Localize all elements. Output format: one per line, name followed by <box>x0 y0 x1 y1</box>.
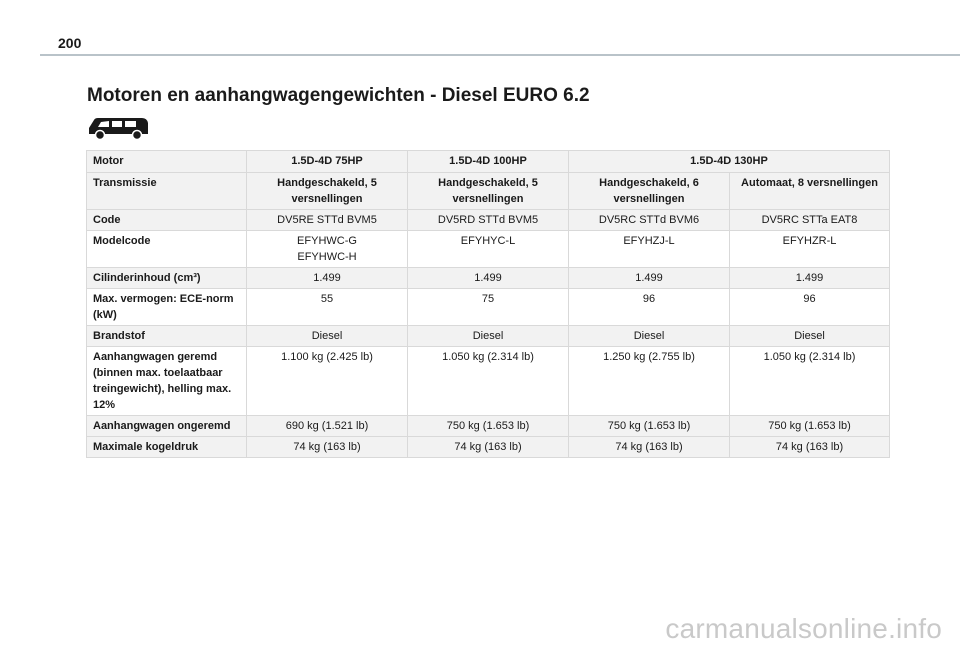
power-row <box>87 289 890 326</box>
table-cell: 1.499 <box>730 268 890 289</box>
table-cell: 74 kg (163 lb) <box>408 437 569 458</box>
table-cell: DV5RC STTa EAT8 <box>730 210 890 231</box>
table-cell: 96 <box>569 289 730 326</box>
table-cell: 750 kg (1.653 lb) <box>408 416 569 437</box>
table-cell: EFYHZR-L <box>730 231 890 268</box>
unbraked-trailer-row <box>87 416 890 437</box>
table-cell: EFYHZJ-L <box>569 231 730 268</box>
table-cell: Handgeschakeld, 5 versnellingen <box>247 173 408 210</box>
nose-weight-row <box>87 437 890 458</box>
header-row <box>87 151 890 173</box>
table-cell: Automaat, 8 versnellingen <box>730 173 890 210</box>
table-cell: Diesel <box>730 326 890 347</box>
table-cell: 1.050 kg (2.314 lb) <box>730 347 890 416</box>
table-cell: 1.499 <box>408 268 569 289</box>
engine-header: 1.5D-4D 130HP <box>569 151 890 173</box>
engine-spec-table <box>86 150 890 458</box>
row-label: Max. vermogen: ECE-norm (kW) <box>87 289 247 326</box>
displacement-row <box>87 268 890 289</box>
row-label: Aanhangwagen ongeremd <box>87 416 247 437</box>
braked-trailer-row <box>87 347 890 416</box>
row-label: Code <box>87 210 247 231</box>
header-divider <box>40 54 960 56</box>
table-cell: 1.499 <box>569 268 730 289</box>
table-cell: 74 kg (163 lb) <box>569 437 730 458</box>
table-cell: 1.050 kg (2.314 lb) <box>408 347 569 416</box>
watermark: carmanualsonline.info <box>665 613 942 644</box>
table-cell: Handgeschakeld, 6 versnellingen <box>569 173 730 210</box>
table-cell: 75 <box>408 289 569 326</box>
table-cell: 690 kg (1.521 lb) <box>247 416 408 437</box>
transmission-row <box>87 173 890 210</box>
table-cell: Diesel <box>408 326 569 347</box>
table-cell: 1.499 <box>247 268 408 289</box>
engine-header: 1.5D-4D 100HP <box>408 151 569 173</box>
row-label: Aanhangwagen geremd (binnen max. toelaatbaar treingewicht), helling max. 12% <box>87 347 247 416</box>
table-cell: 1.250 kg (2.755 lb) <box>569 347 730 416</box>
engine-header: 1.5D-4D 75HP <box>247 151 408 173</box>
header-label: Motor <box>87 151 247 173</box>
row-label: Brandstof <box>87 326 247 347</box>
table-cell: Diesel <box>247 326 408 347</box>
table-cell: 55 <box>247 289 408 326</box>
row-label: Cilinderinhoud (cm³) <box>87 268 247 289</box>
row-label: Maximale kogeldruk <box>87 437 247 458</box>
table-cell: 96 <box>730 289 890 326</box>
table-cell: 74 kg (163 lb) <box>247 437 408 458</box>
fuel-row <box>87 326 890 347</box>
page-title: Motoren en aanhangwagengewichten - Diesel EURO 6.2 <box>87 85 590 106</box>
table-cell: 1.100 kg (2.425 lb) <box>247 347 408 416</box>
page-number: 200 <box>58 35 82 51</box>
table-cell: EFYHYC-L <box>408 231 569 268</box>
table-cell: Diesel <box>569 326 730 347</box>
table-cell: DV5RC STTd BVM6 <box>569 210 730 231</box>
row-label: Transmissie <box>87 173 247 210</box>
row-label: Modelcode <box>87 231 247 268</box>
table-cell: Handgeschakeld, 5 versnellingen <box>408 173 569 210</box>
table-cell: DV5RE STTd BVM5 <box>247 210 408 231</box>
table-cell: EFYHWC-G EFYHWC-H <box>247 231 408 268</box>
table-cell: 74 kg (163 lb) <box>730 437 890 458</box>
van-icon <box>86 114 150 140</box>
table-cell: 750 kg (1.653 lb) <box>569 416 730 437</box>
table-cell: DV5RD STTd BVM5 <box>408 210 569 231</box>
code-row <box>87 210 890 231</box>
modelcode-row <box>87 231 890 268</box>
table-cell: 750 kg (1.653 lb) <box>730 416 890 437</box>
